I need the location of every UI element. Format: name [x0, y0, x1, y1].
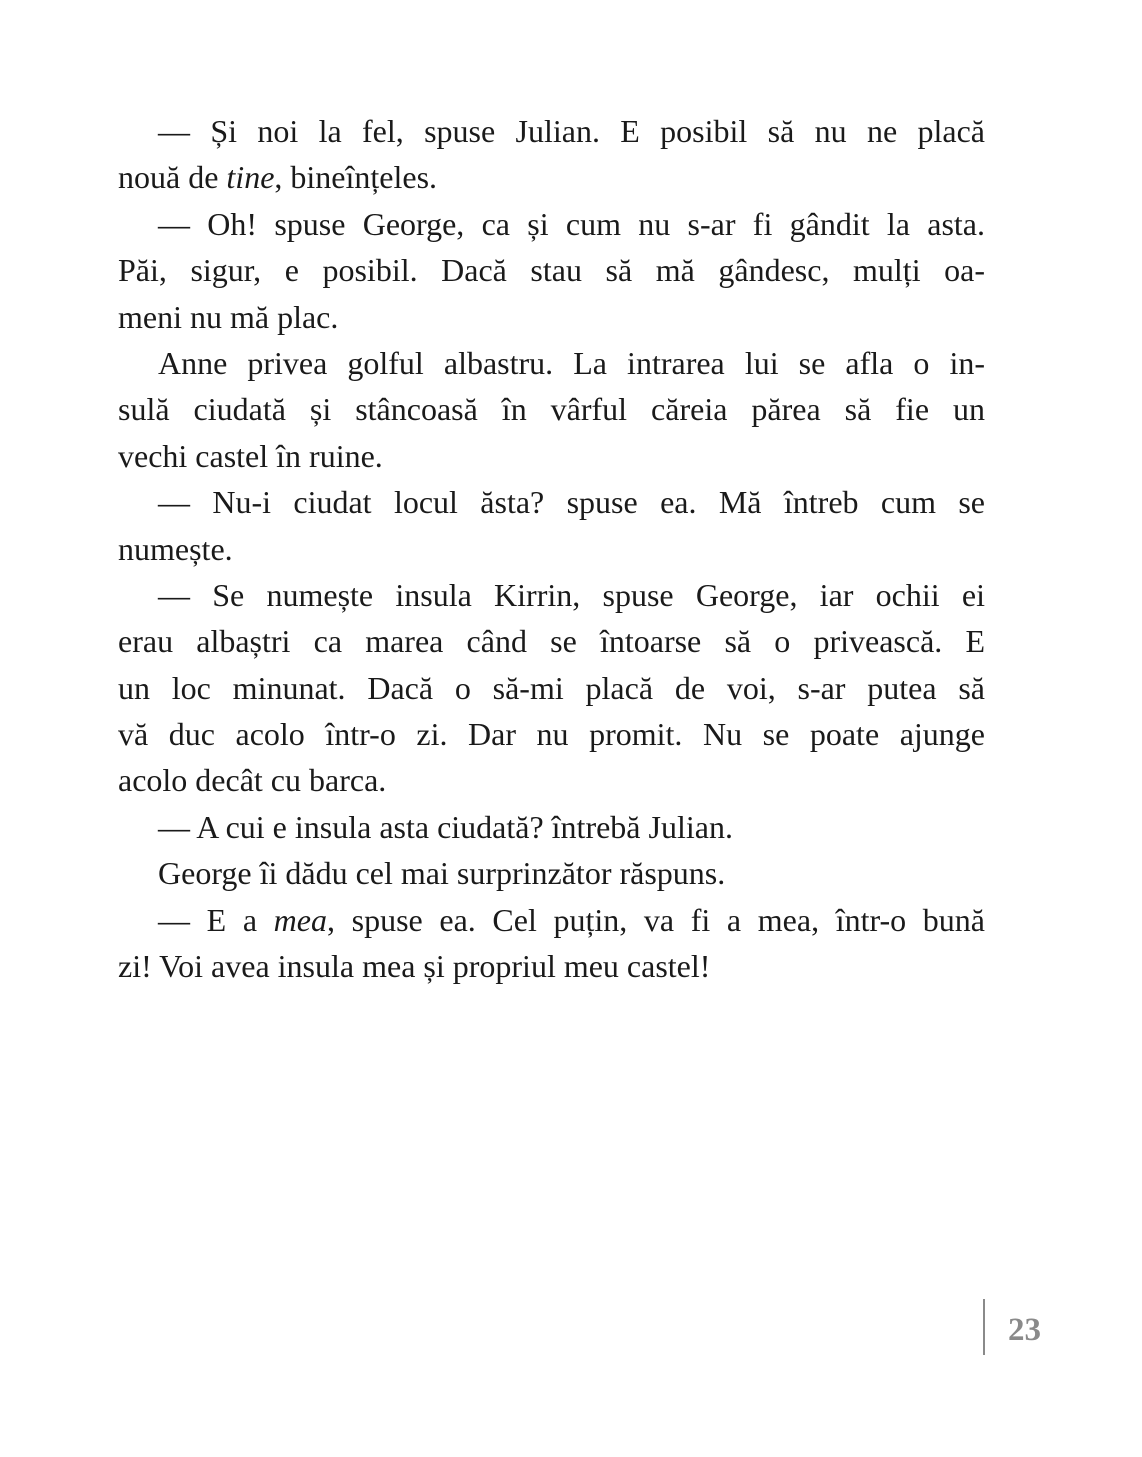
text-line [118, 711, 985, 757]
text-segment: — A cui e insula asta ciudată? întrebă Julian. [158, 808, 733, 845]
text-segment: numește. [118, 530, 233, 567]
text-line [118, 108, 985, 154]
text-segment: sulă ciudată și stâncoasă în vârful căreia părea să fie un [118, 391, 985, 428]
text-line [118, 479, 985, 525]
text-segment: vă duc acolo într-o zi. Dar nu promit. Nu se poate ajunge [118, 716, 985, 753]
text-line [118, 804, 985, 850]
body-text [118, 108, 985, 989]
text-line [118, 526, 985, 572]
text-segment: — Se numește insula Kirrin, spuse George, iar ochii ei [158, 576, 985, 613]
text-segment: , spuse ea. Cel puțin, va fi a mea, într-o bună [326, 901, 986, 938]
text-segment: — Oh! spuse George, ca și cum nu s-ar fi gândit la asta. [158, 205, 985, 242]
text-line [118, 572, 985, 618]
text-line [118, 201, 985, 247]
text-segment: zi! Voi avea insula mea și propriul meu castel! [118, 948, 711, 985]
text-segment: Păi, sigur, e posibil. Dacă stau să mă gândesc, mulți oa- [118, 252, 985, 289]
text-line [118, 154, 985, 200]
text-line [118, 386, 985, 432]
text-line [118, 757, 985, 803]
text-segment: George îi dădu cel mai surprinzător răspuns. [158, 855, 726, 892]
text-line [118, 665, 985, 711]
text-segment: un loc minunat. Dacă o să-mi placă de voi, s-ar putea să [118, 669, 985, 706]
text-segment: Anne privea golful albastru. La intrarea lui se afla o in- [158, 344, 985, 381]
text-line [118, 247, 985, 293]
text-segment: — Și noi la fel, spuse Julian. E posibil să nu ne placă [158, 113, 985, 149]
italic-text: mea [273, 901, 327, 938]
text-segment: nouă de [118, 159, 227, 196]
text-segment: vechi castel în ruine. [118, 437, 383, 474]
text-line [118, 294, 985, 340]
page-number-rule [983, 1299, 985, 1355]
text-segment: meni nu mă plac. [118, 298, 339, 335]
text-segment: — Nu-i ciudat locul ăsta? spuse ea. Mă întreb cum se [158, 484, 985, 521]
page-number: 23 [1008, 1312, 1041, 1348]
text-segment: acolo decât cu barca. [118, 762, 387, 799]
text-line [118, 943, 985, 989]
text-line [118, 897, 985, 943]
text-segment: — E a [158, 901, 274, 938]
text-line [118, 340, 985, 386]
text-line [118, 618, 985, 664]
text-segment: erau albaștri ca marea când se întoarse să o privească. E [118, 623, 985, 660]
text-line [118, 850, 985, 896]
text-segment: , bineînțeles. [274, 159, 438, 196]
italic-text: tine [226, 159, 275, 196]
text-line [118, 433, 985, 479]
